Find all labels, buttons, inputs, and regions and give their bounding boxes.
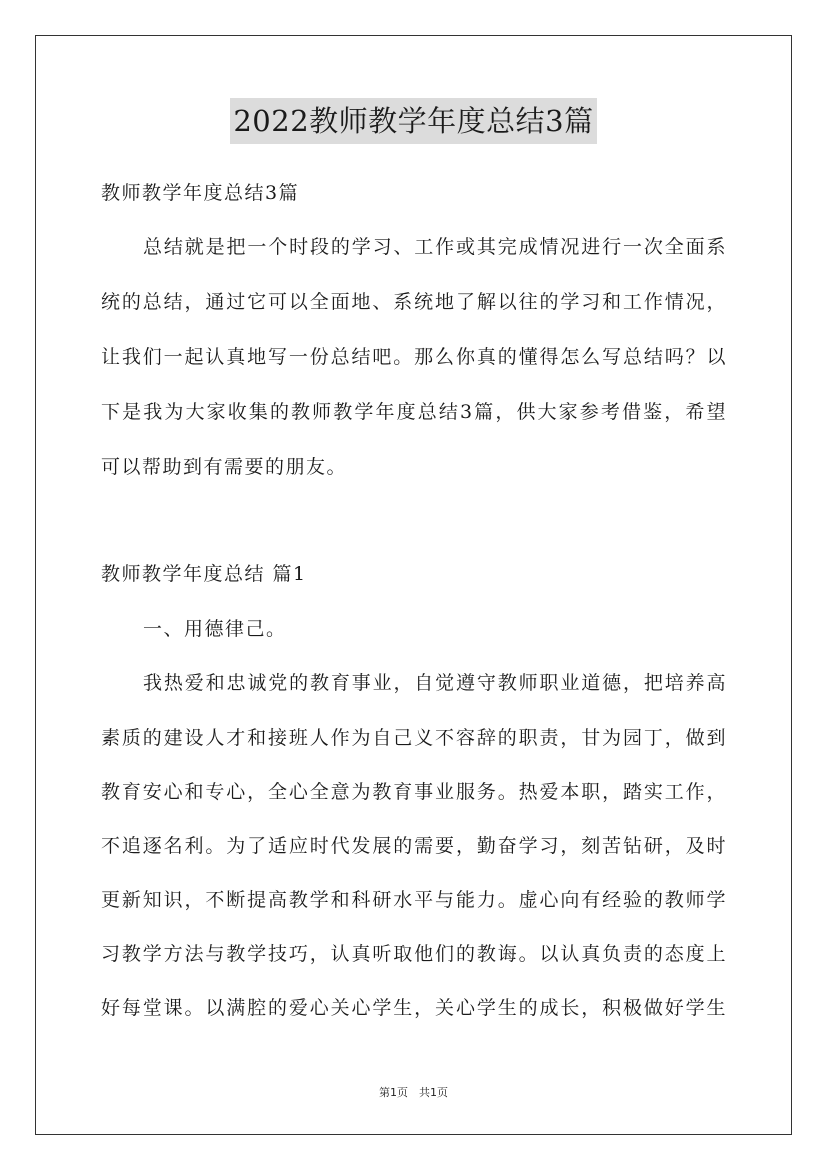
- section-heading: 教师教学年度总结 篇1: [101, 563, 307, 585]
- point-heading: 一、用德律己。: [143, 618, 287, 640]
- body-line: 不追逐名利。为了适应时代发展的需要，勤奋学习，刻苦钻研，及时: [101, 835, 727, 857]
- document-title-text: 2022教师教学年度总结3篇: [230, 98, 596, 144]
- intro-line: 下是我为大家收集的教师教学年度总结3篇，供大家参考借鉴，希望: [101, 401, 727, 423]
- body-line: 好每堂课。以满腔的爱心关心学生，关心学生的成长，积极做好学生: [101, 997, 727, 1019]
- page-number: 第1页 共1页: [379, 1086, 448, 1099]
- body-line: 我热爱和忠诚党的教育事业，自觉遵守教师职业道德，把培养高: [143, 672, 727, 694]
- intro-line: 让我们一起认真地写一份总结吧。那么你真的懂得怎么写总结吗？以: [101, 346, 727, 368]
- body-line: 教育安心和专心，全心全意为教育事业服务。热爱本职，踏实工作，: [101, 781, 727, 803]
- body-line: 更新知识，不断提高教学和科研水平与能力。虚心向有经验的教师学: [101, 889, 727, 911]
- intro-line: 总结就是把一个时段的学习、工作或其完成情况进行一次全面系: [143, 236, 727, 258]
- intro-line: 可以帮助到有需要的朋友。: [101, 456, 348, 478]
- body-line: 习教学方法与教学技巧，认真听取他们的教诲。以认真负责的态度上: [101, 943, 727, 965]
- body-line: 素质的建设人才和接班人作为自己义不容辞的职责，甘为园丁，做到: [101, 727, 727, 749]
- document-title: [0, 98, 827, 144]
- subtitle: 教师教学年度总结3篇: [101, 182, 300, 204]
- intro-line: 统的总结，通过它可以全面地、系统地了解以往的学习和工作情况，: [101, 291, 727, 313]
